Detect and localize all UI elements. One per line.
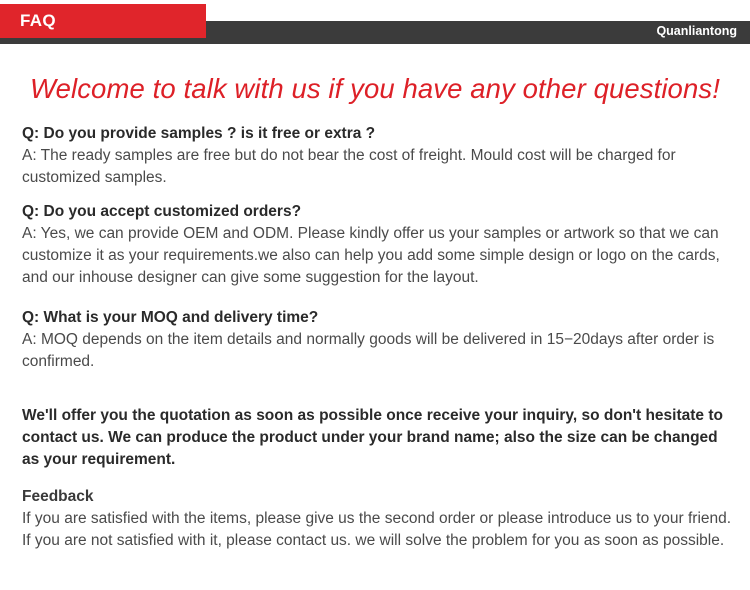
faq-answer: A: The ready samples are free but do not bear the cost of freight. Mould cost will be charged for customized samples.: [22, 147, 676, 186]
feedback-title: Feedback: [22, 488, 94, 505]
feedback-section: [22, 486, 732, 552]
faq-question: Q: What is your MOQ and delivery time?: [22, 309, 319, 326]
faq-question: Q: Do you accept customized orders?: [22, 203, 302, 220]
faq-item-samples: [22, 123, 732, 189]
faq-item-customized-orders: [22, 201, 732, 289]
welcome-headline: Welcome to talk with us if you have any other questions!: [30, 73, 720, 104]
faq-tab-label: FAQ: [20, 11, 56, 30]
quotation-statement: We'll offer you the quotation as soon as possible once receive your inquiry, so don't hesitate to contact us. We can produce the product under your brand name; also the size can be changed as your requirement.: [22, 407, 723, 468]
faq-item-moq: [22, 307, 732, 373]
faq-question: Q: Do you provide samples ? is it free or extra ?: [22, 125, 376, 142]
faq-answer: A: Yes, we can provide OEM and ODM. Please kindly offer us your samples or artwork so that we can customize it as your requirements.we also can help you add some simple design or logo on the cards, and our inhouse designer can give some suggestion for the layout.: [22, 225, 720, 286]
faq-header: [0, 0, 750, 44]
faq-answer: A: MOQ depends on the item details and normally goods will be delivered in 15−20days after order is confirmed.: [22, 331, 715, 370]
feedback-body: If you are satisfied with the items, please give us the second order or please introduce us to your friend. If you are not satisfied with it, please contact us. we will solve the problem for you as soon as possible.: [22, 510, 732, 549]
brand-name: Quanliantong: [656, 24, 737, 38]
